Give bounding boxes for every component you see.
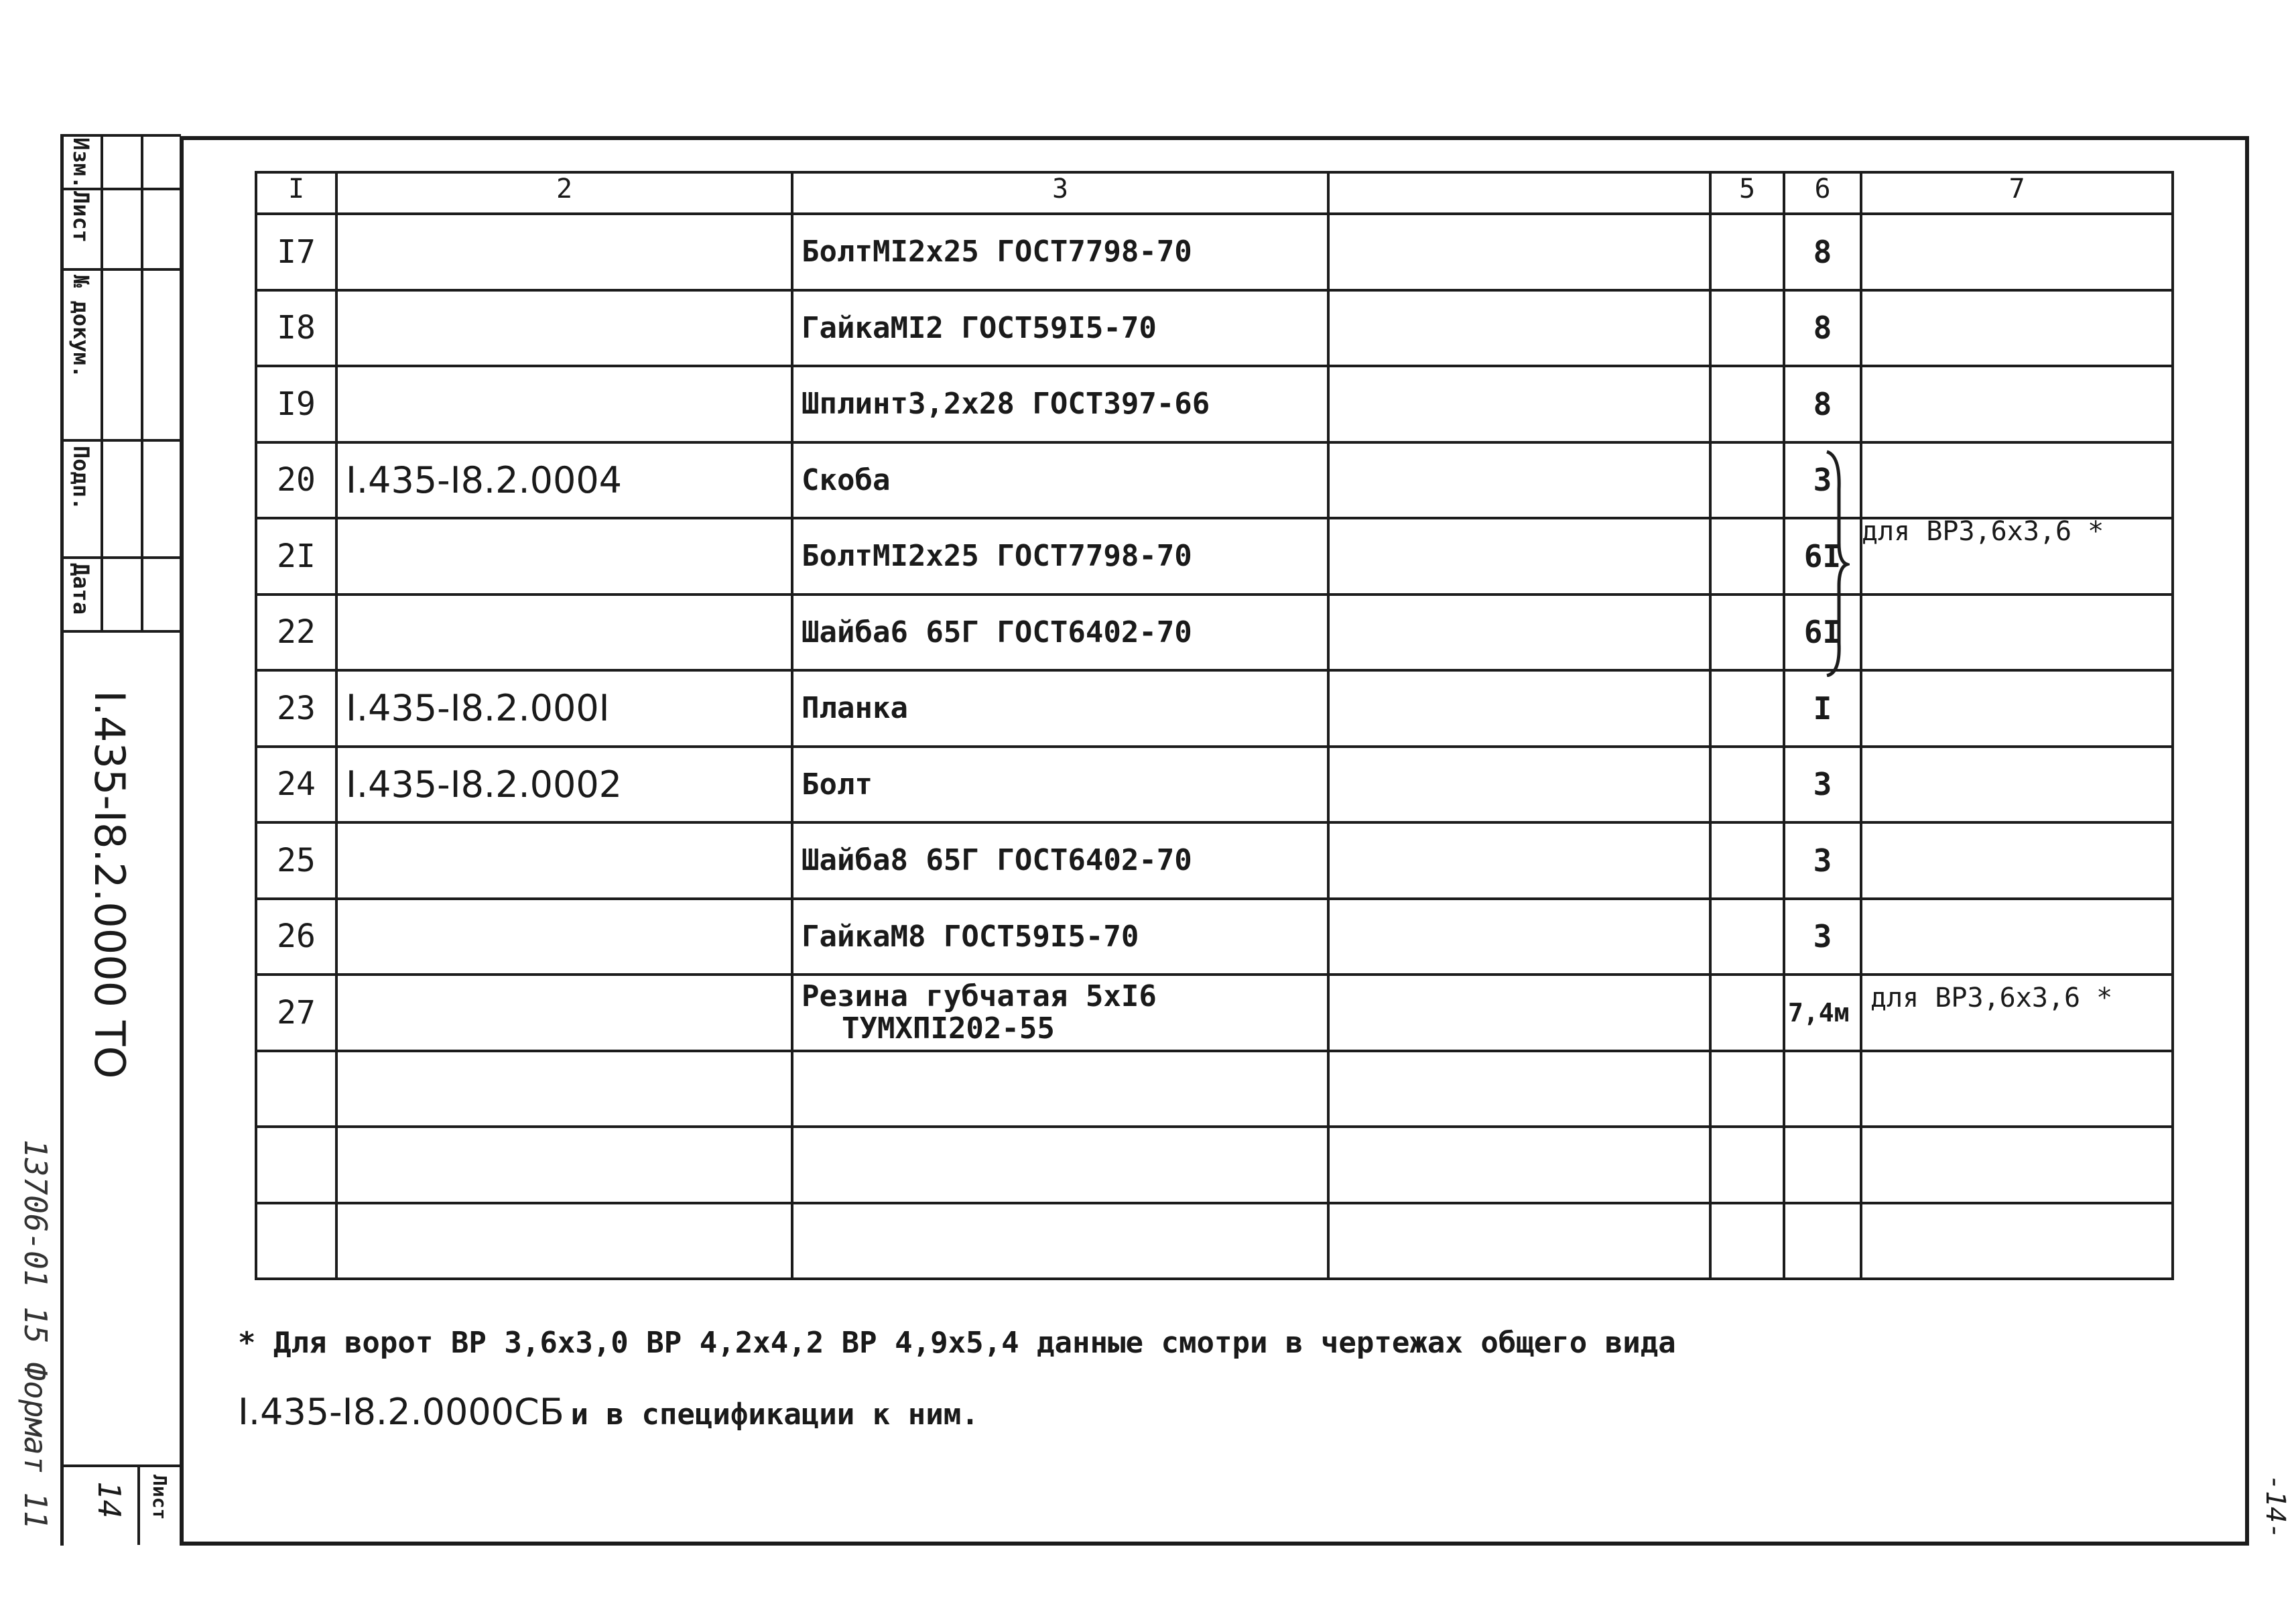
footnote-line-2 <box>238 1391 979 1433</box>
cell-doc <box>336 1203 792 1280</box>
table-row <box>256 214 2173 290</box>
cell-doc <box>336 290 792 367</box>
cell-qty: I <box>1784 670 1861 747</box>
stamp-row-line-2 <box>60 268 181 271</box>
stamp-row-line-6 <box>60 1464 181 1467</box>
stamp-label-list: Лист <box>68 191 94 243</box>
stamp-sheet-label: Лист <box>149 1475 171 1520</box>
cell-empty <box>1328 1127 1710 1203</box>
cell-empty <box>1328 518 1710 595</box>
cell-name: Скоба <box>792 442 1328 519</box>
cell-note <box>1861 899 2173 975</box>
cell-doc <box>336 518 792 595</box>
cell-col5 <box>1710 442 1784 519</box>
cell-empty <box>1328 670 1710 747</box>
stamp-divider-3 <box>137 1464 140 1545</box>
cell-col5 <box>1710 290 1784 367</box>
cell-name: БолтМI2х25 ГОСТ7798-70 <box>792 214 1328 290</box>
margin-archive-note: 13706-01 15 Формат 11 <box>17 1139 54 1530</box>
group-brace-icon <box>1823 449 1850 677</box>
cell-qty <box>1784 1051 1861 1127</box>
cell-col5 <box>1710 214 1784 290</box>
cell-qty: 3 <box>1784 747 1861 823</box>
cell-pos <box>256 1127 336 1203</box>
cell-col5 <box>1710 1203 1784 1280</box>
stamp-row-line-5 <box>60 630 181 633</box>
cell-doc: I.435-I8.2.000I <box>336 670 792 747</box>
cell-pos: 2I <box>256 518 336 595</box>
cell-doc <box>336 1127 792 1203</box>
cell-note <box>1861 595 2173 671</box>
cell-qty: 8 <box>1784 290 1861 367</box>
cell-pos: 25 <box>256 822 336 899</box>
specification-table <box>255 171 2174 1280</box>
cell-doc <box>336 214 792 290</box>
cell-col5 <box>1710 670 1784 747</box>
table-row <box>256 366 2173 442</box>
cell-doc <box>336 975 792 1051</box>
stamp-sheet-number: 14 <box>91 1481 127 1519</box>
cell-note <box>1861 366 2173 442</box>
cell-col5 <box>1710 1127 1784 1203</box>
cell-col5 <box>1710 747 1784 823</box>
stamp-label-sign: Подп. <box>68 446 94 511</box>
cell-doc <box>336 1051 792 1127</box>
cell-empty <box>1328 214 1710 290</box>
footnote-code: I.435-I8.2.0000СБ <box>238 1391 564 1433</box>
cell-qty: 6I <box>1784 595 1861 671</box>
cell-empty <box>1328 822 1710 899</box>
cell-name-line1: Резина губчатая 5хI6 <box>802 979 1157 1013</box>
cell-name: Шплинт3,2х28 ГОСТ397-66 <box>792 366 1328 442</box>
header-col-7: 7 <box>1861 172 2173 214</box>
cell-col5 <box>1710 1051 1784 1127</box>
cell-pos: 24 <box>256 747 336 823</box>
cell-doc <box>336 899 792 975</box>
table-row <box>256 747 2173 823</box>
cell-note <box>1861 670 2173 747</box>
cell-note: для ВР3,6х3,6 * <box>1861 975 2173 1051</box>
cell-note <box>1861 1051 2173 1127</box>
cell-pos: 27 <box>256 975 336 1051</box>
header-col-5: 5 <box>1710 172 1784 214</box>
stamp-row-line-4 <box>60 556 181 559</box>
cell-col5 <box>1710 595 1784 671</box>
cell-qty: 7,4м <box>1784 975 1861 1051</box>
cell-empty <box>1328 290 1710 367</box>
cell-name: БолтМI2х25 ГОСТ7798-70 <box>792 518 1328 595</box>
footnote-rest: и в спецификации к ним. <box>570 1397 979 1432</box>
table-row <box>256 1203 2173 1280</box>
stamp-label-izm: Изм. <box>68 137 94 190</box>
cell-note <box>1861 822 2173 899</box>
cell-name <box>792 975 1328 1051</box>
cell-name-line2: ТУМХПI202-55 <box>842 1011 1055 1046</box>
cell-doc: I.435-I8.2.0002 <box>336 747 792 823</box>
cell-qty: 8 <box>1784 214 1861 290</box>
table-row <box>256 670 2173 747</box>
cell-empty <box>1328 747 1710 823</box>
header-col-1: I <box>256 172 336 214</box>
stamp-label-date: Дата <box>68 563 94 615</box>
table-row <box>256 975 2173 1051</box>
cell-pos: I8 <box>256 290 336 367</box>
cell-note <box>1861 290 2173 367</box>
cell-note <box>1861 747 2173 823</box>
stamp-designation: I.435-I8.2.0000 ТО <box>85 690 134 1079</box>
right-page-mark: -14- <box>2260 1475 2291 1540</box>
cell-qty <box>1784 1203 1861 1280</box>
header-col-4 <box>1328 172 1710 214</box>
table-row <box>256 1127 2173 1203</box>
cell-qty: 3 <box>1784 442 1861 519</box>
table-row <box>256 595 2173 671</box>
cell-note <box>1861 442 2173 519</box>
stamp-row-line-3 <box>60 439 181 442</box>
cell-pos <box>256 1203 336 1280</box>
cell-qty: 8 <box>1784 366 1861 442</box>
group-note: для ВР3,6х3,6 * <box>1862 516 2104 547</box>
stamp-divider-1 <box>101 134 103 630</box>
cell-pos: 23 <box>256 670 336 747</box>
cell-pos: I9 <box>256 366 336 442</box>
cell-name <box>792 1127 1328 1203</box>
cell-note <box>1861 214 2173 290</box>
table-header-row <box>256 172 2173 214</box>
cell-empty <box>1328 442 1710 519</box>
cell-pos: 22 <box>256 595 336 671</box>
cell-pos: 20 <box>256 442 336 519</box>
cell-qty: 3 <box>1784 899 1861 975</box>
cell-note <box>1861 1127 2173 1203</box>
cell-empty <box>1328 975 1710 1051</box>
cell-name: ГайкаМ8 ГОСТ59I5-70 <box>792 899 1328 975</box>
table-row <box>256 442 2173 519</box>
cell-note <box>1861 1203 2173 1280</box>
stamp-top-edge <box>60 134 181 137</box>
cell-qty <box>1784 1127 1861 1203</box>
cell-doc: I.435-I8.2.0004 <box>336 442 792 519</box>
cell-doc <box>336 595 792 671</box>
cell-col5 <box>1710 366 1784 442</box>
cell-doc <box>336 822 792 899</box>
cell-empty <box>1328 899 1710 975</box>
table-row <box>256 1051 2173 1127</box>
cell-col5 <box>1710 822 1784 899</box>
cell-col5 <box>1710 975 1784 1051</box>
cell-qty: 6I <box>1784 518 1861 595</box>
table-row <box>256 290 2173 367</box>
cell-pos <box>256 1051 336 1127</box>
footnote-line-1: * Для ворот ВР 3,6х3,0 ВР 4,2х4,2 ВР 4,9х5,4 данные смотри в чертежах общего вида <box>238 1326 1676 1360</box>
table-row <box>256 899 2173 975</box>
stamp-border-left <box>60 134 64 1546</box>
cell-col5 <box>1710 899 1784 975</box>
cell-doc <box>336 366 792 442</box>
cell-name: Шайба8 65Г ГОСТ6402-70 <box>792 822 1328 899</box>
cell-name: ГайкаМI2 ГОСТ59I5-70 <box>792 290 1328 367</box>
table-row <box>256 822 2173 899</box>
cell-empty <box>1328 1051 1710 1127</box>
cell-name: Болт <box>792 747 1328 823</box>
cell-pos: 26 <box>256 899 336 975</box>
stamp-label-doc: № докум. <box>68 275 94 379</box>
header-col-6: 6 <box>1784 172 1861 214</box>
stamp-divider-2 <box>141 134 143 630</box>
cell-name: Шайба6 65Г ГОСТ6402-70 <box>792 595 1328 671</box>
cell-name <box>792 1203 1328 1280</box>
cell-empty <box>1328 595 1710 671</box>
cell-empty <box>1328 366 1710 442</box>
cell-col5 <box>1710 518 1784 595</box>
cell-qty: 3 <box>1784 822 1861 899</box>
cell-name: Планка <box>792 670 1328 747</box>
header-col-2: 2 <box>336 172 792 214</box>
cell-empty <box>1328 1203 1710 1280</box>
cell-name <box>792 1051 1328 1127</box>
header-col-3: 3 <box>792 172 1328 214</box>
cell-pos: I7 <box>256 214 336 290</box>
